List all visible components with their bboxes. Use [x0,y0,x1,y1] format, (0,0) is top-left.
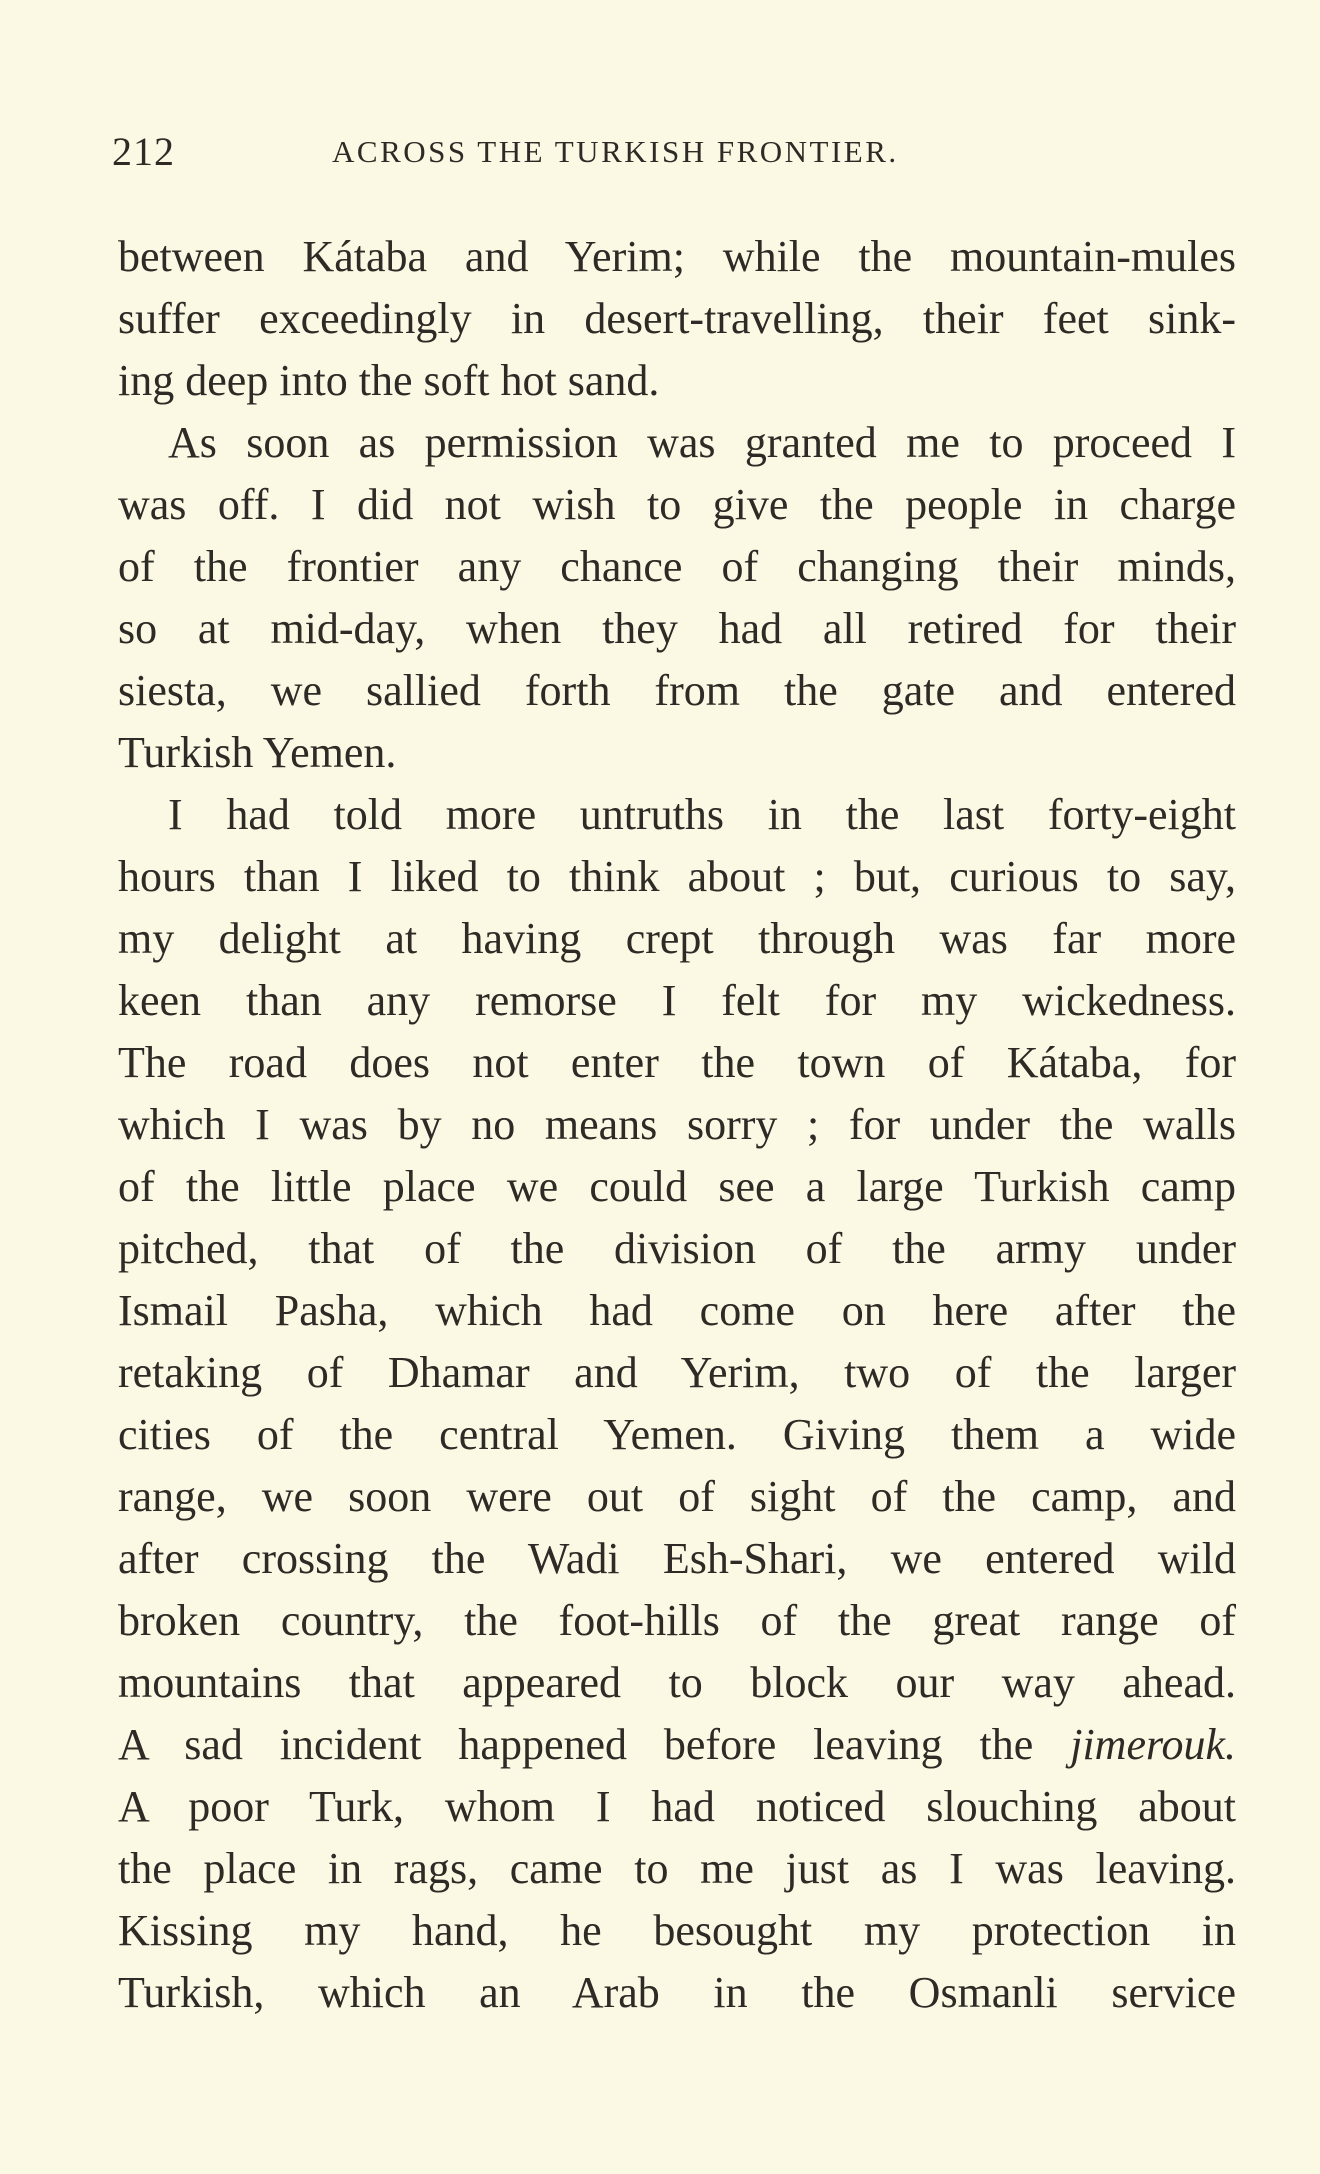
text-line: which I was by no means sorry ; for under the walls [118,1100,1236,1149]
text-line: pitched, that of the division of the army under [118,1224,1236,1273]
page-number: 212 [112,129,175,174]
text-line: retaking of Dhamar and Yerim, two of the larger [118,1348,1236,1397]
paragraph-first-line: As soon as permission was granted me to proceed I [168,418,1236,467]
text-line: my delight at having crept through was far more [118,914,1236,963]
paragraph-first-line: I had told more untruths in the last forty-eight [168,790,1236,839]
text-line: Ismail Pasha, which had come on here after the [118,1286,1236,1335]
text-line: A poor Turk, whom I had noticed slouching about [118,1782,1236,1831]
text-line: mountains that appeared to block our way ahead. [118,1658,1236,1707]
text-line: suffer exceedingly in desert-travelling, their feet sink- [118,294,1236,343]
running-title: ACROSS THE TURKISH FRONTIER. [332,134,899,169]
italic-word: jimerouk. [1070,1720,1236,1769]
text-line: the place in rags, came to me just as I was leaving. [118,1844,1236,1893]
text-line: cities of the central Yemen. Giving them a wide [118,1410,1236,1459]
text-line: ing deep into the soft hot sand. [118,356,660,405]
text-line: was off. I did not wish to give the people in charge [118,480,1236,529]
text-line: after crossing the Wadi Esh-Shari, we entered wild [118,1534,1236,1583]
text-line: Turkish, which an Arab in the Osmanli service [118,1968,1236,2017]
text-line: siesta, we sallied forth from the gate and entered [118,666,1236,715]
body-text [118,226,1236,2024]
text-line: of the little place we could see a large Turkish camp [118,1162,1236,1211]
text-line: Turkish Yemen. [118,728,397,777]
text-line: range, we soon were out of sight of the camp, and [118,1472,1236,1521]
text-line: Kissing my hand, he besought my protection in [118,1906,1236,1955]
text-line: keen than any remorse I felt for my wickedness. [118,976,1236,1025]
text-line: between Kátaba and Yerim; while the mountain-mules [118,232,1236,281]
text-line: so at mid-day, when they had all retired for their [118,604,1236,653]
text-line: hours than I liked to think about ; but, curious to say, [118,852,1236,901]
text-line: broken country, the foot-hills of the great range of [118,1596,1236,1645]
text-line-with-italic [118,1714,1236,1776]
text-line: The road does not enter the town of Kátaba, for [118,1038,1236,1087]
running-head [112,128,1232,184]
text-segment: A sad incident happened before leaving the [118,1720,1071,1769]
text-line: of the frontier any chance of changing their minds, [118,542,1236,591]
